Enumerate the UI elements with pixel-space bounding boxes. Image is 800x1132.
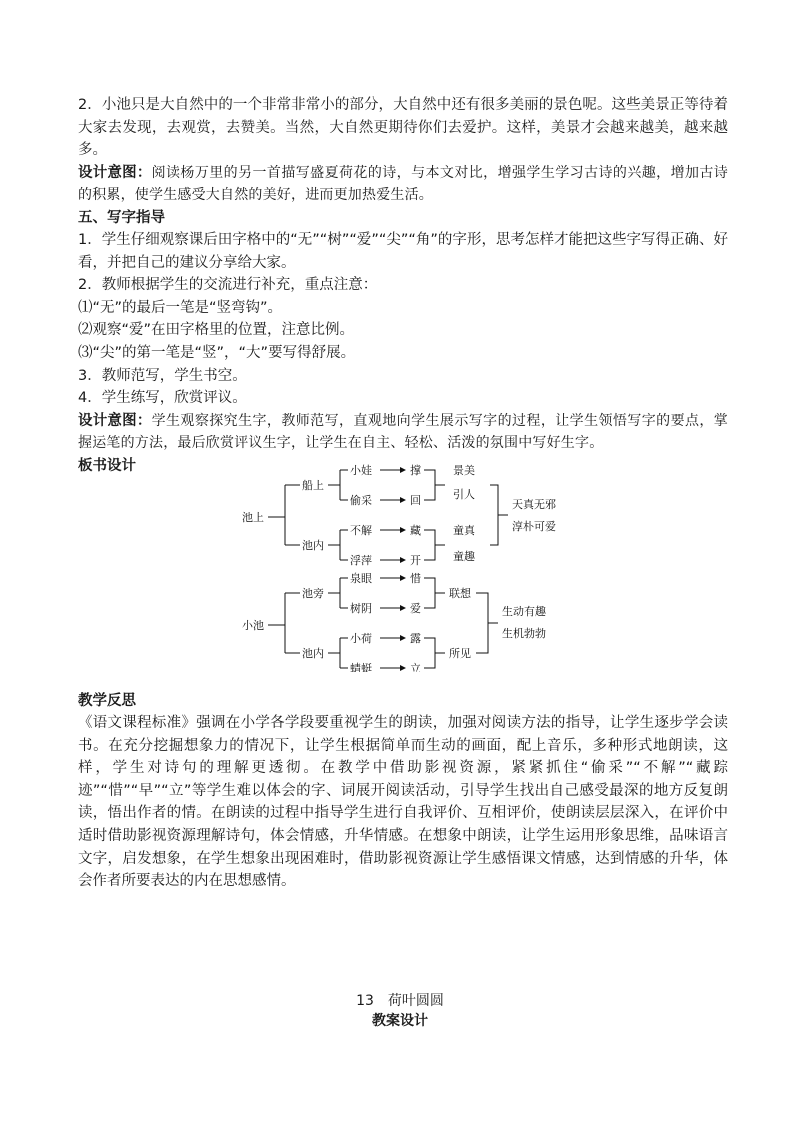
reflection-section <box>78 690 728 893</box>
board-result: 引人 <box>453 488 475 501</box>
section-heading: 五、写字指导 <box>78 209 165 226</box>
sub-item: ⑴“无”的最后一笔是“竖弯钩”。 <box>78 299 283 316</box>
board-branch: 船上 <box>302 479 324 492</box>
board-leaf: 偷采 <box>350 494 372 507</box>
board-summary: 天真无邪 <box>512 498 556 511</box>
board-verb: 惜 <box>410 572 421 585</box>
intent-text: 学生观察探究生字，教师范写，直观地向学生展示写字的过程，让学生领悟写字的要点，掌握运笔的方法，最后欣赏评议生字，让学生在自主、轻松、活泼的氛围中写好生字。 <box>78 412 729 452</box>
board-leaf: 不解 <box>350 524 372 537</box>
board-leaf: 小荷 <box>350 632 372 645</box>
document-body <box>78 94 728 477</box>
list-item: 4．学生练写，欣赏评议。 <box>78 390 247 407</box>
board-leaf: 泉眼 <box>350 572 372 585</box>
intent-text: 阅读杨万里的另一首描写盛夏荷花的诗，与本文对比，增强学生学习古诗的兴趣，增加古诗的积累，使学生感受大自然的美好，进而更加热爱生活。 <box>78 164 729 204</box>
list-item: 1．学生仔细观察课后田字格中的“无”“树”“爱”“尖”“角”的字形，思考怎样才能把这些字写得正确、好看，并把自己的建议分享给大家。 <box>78 231 728 271</box>
reflection-heading: 教学反思 <box>78 693 136 709</box>
paragraph: 2．小池只是大自然中的一个非常非常小的部分，大自然中还有很多美丽的景色呢。这些美景正等待着大家去发现，去观赏，去赞美。当然，大自然更期待你们去爱护。这样，美景才会越来越美，越来越多。 <box>78 97 728 159</box>
board-leaf: 浮萍 <box>350 554 372 567</box>
board-verb: 爱 <box>410 602 421 615</box>
board-heading: 板书设计 <box>78 457 136 474</box>
board-diagram <box>240 460 600 672</box>
board-root: 池上 <box>242 511 264 524</box>
intent-label: 设计意图： <box>78 164 152 181</box>
list-item: 2．教师根据学生的交流进行补充，重点注意： <box>78 277 378 294</box>
design-intent <box>78 410 728 455</box>
board-verb: 立 <box>410 662 421 672</box>
board-result: 景美 <box>453 464 475 477</box>
reflection-text: 《语文课程标准》强调在小学各学段要重视学生的朗读，加强对阅读方法的指导，让学生逐步学会读书。在充分挖掘想象力的情况下，让学生根据简单而生动的画面，配上音乐，多种形式地朗读，这样，学生对诗句的理解更透彻。在教学中借助影视资源，紧紧抓住“偷采”“不解”“藏踪迹”“惜”“早”“立”等学生难以体会的字、词展开阅读活动，引导学生找出自己感受最深的地方反复朗读，悟出作者的情。在朗读的过程中指导学生进行自我评价、互相评价，使朗读层层深入，在评价中适时借助影视资源理解诗句，体会情感，升华情感。在想象中朗读，让学生运用形象思维，品味语言文字，启发想象，在学生想象出现困难时，借助影视资源让学生感悟课文情感，达到情感的升华，体会作者所要表达的内在思想感情。 <box>78 715 728 890</box>
board-leaf: 小娃 <box>350 464 372 477</box>
board-verb: 回 <box>410 494 421 507</box>
board-result: 所见 <box>449 647 471 660</box>
board-verb: 撑 <box>410 464 421 477</box>
board-result: 童真 <box>453 524 475 537</box>
board-branch: 池内 <box>302 647 324 660</box>
intent-label: 设计意图： <box>78 412 152 429</box>
board-leaf: 蜻蜓 <box>350 662 372 672</box>
board-branch: 池内 <box>302 539 324 552</box>
design-intent <box>78 162 728 207</box>
next-lesson-title: 13 荷叶圆圆 <box>356 993 444 1009</box>
sub-item: ⑶“尖”的第一笔是“竖”，“大”要写得舒展。 <box>78 344 356 361</box>
list-item: 3．教师范写，学生书空。 <box>78 367 247 384</box>
board-result: 联想 <box>449 587 471 600</box>
board-verb: 藏 <box>410 524 421 537</box>
board-leaf: 树阴 <box>350 602 372 615</box>
board-root: 小池 <box>242 619 264 632</box>
board-summary: 淳朴可爱 <box>512 520 556 533</box>
sub-item: ⑵观察“爱”在田字格里的位置，注意比例。 <box>78 322 355 339</box>
board-summary: 生动有趣 <box>502 605 546 618</box>
next-lesson-subtitle: 教案设计 <box>372 1013 428 1029</box>
board-result: 童趣 <box>453 550 475 563</box>
board-verb: 露 <box>410 632 421 645</box>
board-verb: 开 <box>410 554 421 567</box>
board-branch: 池旁 <box>302 587 324 600</box>
board-summary: 生机勃勃 <box>502 627 546 640</box>
